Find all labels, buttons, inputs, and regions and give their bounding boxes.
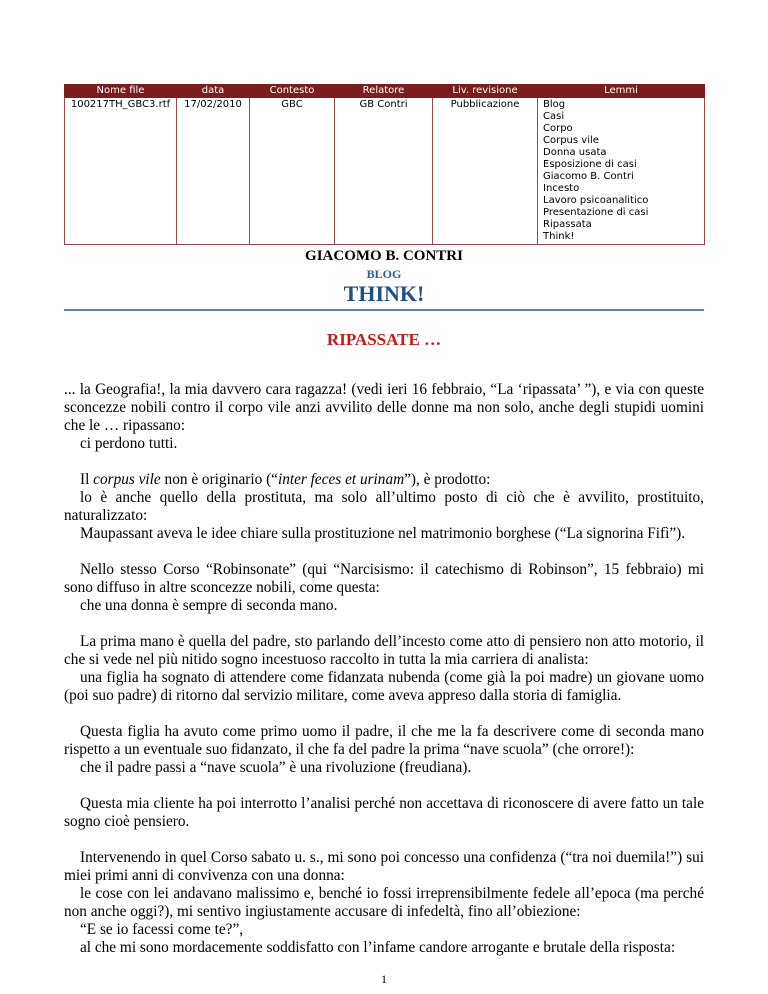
blog-label: BLOG xyxy=(366,267,402,281)
paragraph xyxy=(64,633,704,705)
paragraph xyxy=(64,849,704,957)
paragraph xyxy=(64,381,704,453)
article-body xyxy=(64,381,704,975)
paragraph-text: La prima mano è quella del padre, sto parlando dell’incesto come atto di pensiero non atto motorio, il che si vede nel più nitido sogno incestuoso raccolto in tutta la mia carriera di analista: xyxy=(64,633,704,668)
paragraph-text: “E se io facessi come te?”, xyxy=(80,921,244,938)
paragraph-text: le cose con lei andavano malissimo e, benché io fossi irreprensibilmente fedele all’epoca (ma perché non anche oggi?), mi sentivo ingiustamente accusare di infedeltà, fino all’obiezione: xyxy=(64,885,704,920)
lemma-item: Lavoro psicoanalitico xyxy=(543,195,649,206)
think-heading: THINK! xyxy=(343,281,425,306)
lemma-item: Think! xyxy=(543,231,575,242)
header-divider xyxy=(64,309,704,311)
header-data: data xyxy=(177,85,250,98)
paragraph-line xyxy=(64,471,704,489)
lemma-item: Donna usata xyxy=(543,147,607,158)
article-title: RIPASSATE … xyxy=(326,330,442,349)
lemma-item: Giacomo B. Contri xyxy=(543,171,634,182)
text-run: non è originario (“ xyxy=(160,471,278,488)
paragraph-text: che il padre passi a “nave scuola” è una rivoluzione (freudiana). xyxy=(80,759,472,776)
metadata-header-row xyxy=(65,85,705,98)
lemma-item: Blog xyxy=(543,99,566,110)
paragraph xyxy=(64,723,704,777)
header-relatore: Relatore xyxy=(335,85,433,98)
paragraph-text: Questa mia cliente ha poi interrotto l’analisi perché non accettava di riconoscere di avere fatto un tale sogno cioè pensiero. xyxy=(64,795,704,830)
paragraph-text: Nello stesso Corso “Robinsonate” (qui “Narcisismo: il catechismo di Robinson”, 15 febbraio) mi sono diffuso in altre sconcezze nobili, come questa: xyxy=(64,561,704,596)
paragraph xyxy=(64,561,704,615)
header-lemmi: Lemmi xyxy=(538,85,705,98)
paragraph-text: che una donna è sempre di seconda mano. xyxy=(80,597,338,614)
cell-speaker: GB Contri xyxy=(335,98,433,245)
lemma-item: Ripassata xyxy=(543,219,592,230)
header-contesto: Contesto xyxy=(250,85,335,98)
paragraph-text: al che mi sono mordacemente soddisfatto con l’infame candore arrogante e brutale della risposta: xyxy=(80,939,676,956)
lemma-item: Corpo xyxy=(543,123,573,134)
cell-date: 17/02/2010 xyxy=(177,98,250,245)
paragraph-text: Questa figlia ha avuto come primo uomo il padre, il che me la fa descrivere come di seconda mano rispetto a un eventuale suo fidanzato, il che fa del padre la prima “nave scuola” (che orrore!): xyxy=(64,723,704,758)
paragraph-text: lo è anche quello della prostituta, ma solo all’ultimo posto di ciò che è avvilito, prostituito, naturalizzato: xyxy=(64,489,704,524)
paragraph-text: una figlia ha sognato di attendere come fidanzata nubenda (come già la poi madre) un giovane uomo (poi suo padre) di ritorno dal servizio militare, come aveva appreso dalla storia di famiglia. xyxy=(64,669,704,704)
page-number: 1 xyxy=(381,972,387,986)
italic-term: corpus vile xyxy=(93,471,161,488)
cell-revision: Pubblicazione xyxy=(433,98,538,245)
lemma-item: Incesto xyxy=(543,183,580,194)
italic-quote: inter feces et urinam xyxy=(277,471,405,488)
paragraph xyxy=(64,471,704,543)
lemma-item: Casi xyxy=(543,111,565,122)
text-run: Il xyxy=(80,471,94,488)
author-name: GIACOMO B. CONTRI xyxy=(305,248,463,264)
lemma-item: Corpus vile xyxy=(543,135,599,146)
header-nome-file: Nome file xyxy=(65,85,177,98)
cell-context: GBC xyxy=(250,98,335,245)
paragraph xyxy=(64,795,704,831)
metadata-value-row xyxy=(65,98,705,245)
text-run: ”), è prodotto: xyxy=(404,471,491,488)
paragraph-text: ci perdono tutti. xyxy=(80,435,178,452)
cell-lemmi xyxy=(538,98,705,245)
cell-file-name: 100217TH_GBC3.rtf xyxy=(65,98,177,245)
header-liv-revisione: Liv. revisione xyxy=(433,85,538,98)
paragraph-text: Maupassant aveva le idee chiare sulla prostituzione nel matrimonio borghese (“La signorina Fifì”). xyxy=(80,525,686,542)
document-metadata-table xyxy=(64,84,705,245)
lemma-item: Esposizione di casi xyxy=(543,159,637,170)
lemma-item: Presentazione di casi xyxy=(543,207,649,218)
paragraph-text: ... la Geografia!, la mia davvero cara ragazza! (vedi ieri 16 febbraio, “La ‘ripassata’ ”), e via con queste sconcezze nobili contro il corpo vile anzi avvilito delle donne ma non solo, anche degli stupidi uomini che le … ripassano: xyxy=(64,381,704,434)
paragraph-text: Intervenendo in quel Corso sabato u. s., mi sono poi concesso una confidenza (“tra noi duemila!”) sui miei primi anni di convivenza con una donna: xyxy=(64,849,704,884)
